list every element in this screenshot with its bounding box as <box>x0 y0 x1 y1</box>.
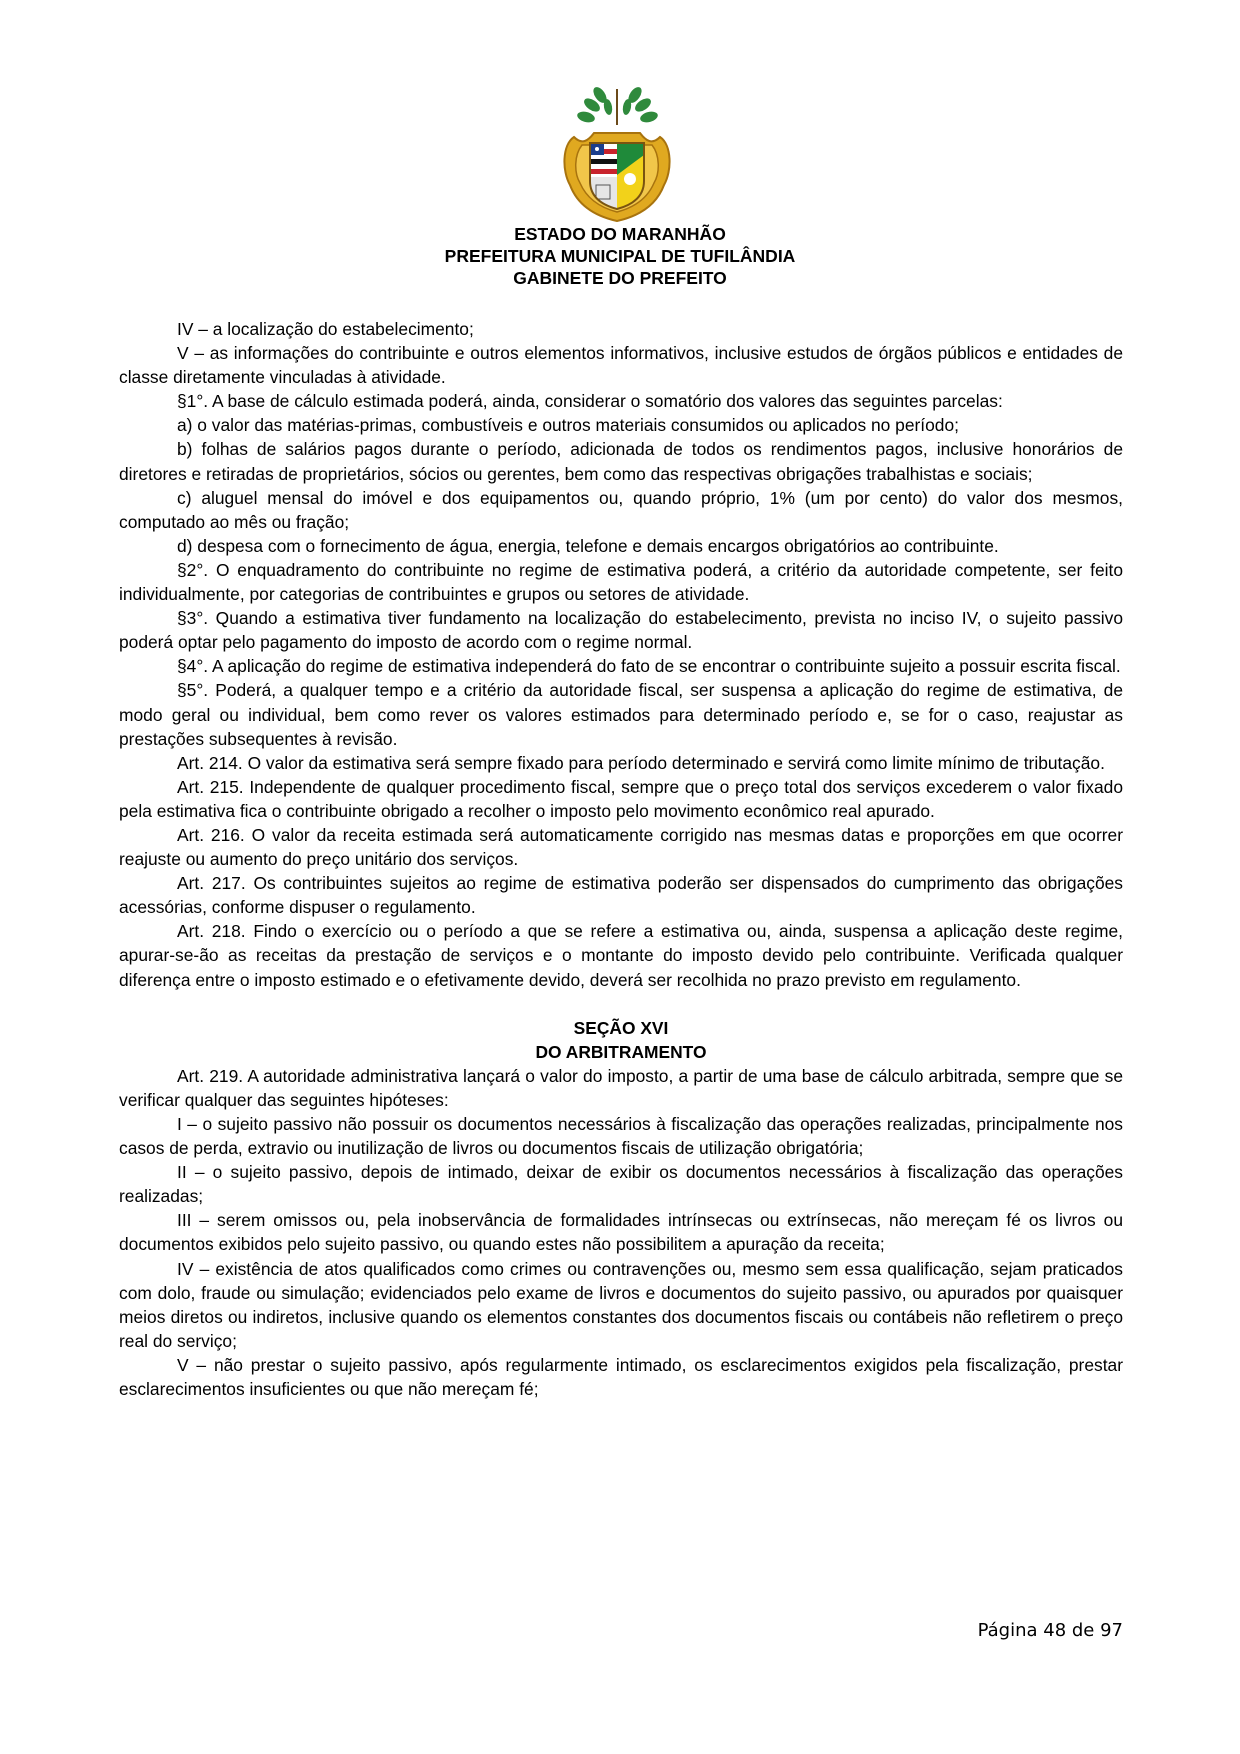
paragraph: Art. 214. O valor da estimativa será sempre fixado para período determinado e servirá como limite mínimo de tributação. <box>177 752 1105 773</box>
paragraph: §4°. A aplicação do regime de estimativa independerá do fato de se encontrar o contribuinte sujeito a possuir escrita fiscal. <box>177 656 1121 677</box>
page-number: Página 48 de 97 <box>977 1620 1123 1641</box>
paragraph: §1°. A base de cálculo estimada poderá, ainda, considerar o somatório dos valores das seguintes parcelas: <box>177 391 1003 412</box>
paragraph: c) aluguel mensal do imóvel e dos equipamentos ou, quando próprio, 1% (um por cento) do valor dos mesmos, computado ao mês ou fração; <box>119 487 1123 532</box>
paragraph: III – serem omissos ou, pela inobservância de formalidades intrínsecas ou extrínsecas, não mereçam fé os livros ou documentos exibidos pelo sujeito passivo, ou quando estes não possibilitem a apuração da receita; <box>119 1210 1123 1255</box>
document-header <box>0 223 1240 289</box>
paragraph: I – o sujeito passivo não possuir os documentos necessários à fiscalização das operações realizadas, principalmente nos casos de perda, extravio ou inutilização de livros ou documentos fiscais de utilização obrigatória; <box>119 1114 1123 1159</box>
paragraph: Art. 216. O valor da receita estimada será automaticamente corrigido nas mesmas datas e proporções em que ocorrer reajuste ou aumento do preço unitário dos serviços. <box>119 824 1123 870</box>
paragraph: Art. 217. Os contribuintes sujeitos ao regime de estimativa poderão ser dispensados do cumprimento das obrigações acessórias, conforme dispuser o regulamento. <box>119 873 1123 918</box>
paragraph: Art. 215. Independente de qualquer procedimento fiscal, sempre que o preço total dos serviços excederem o valor fixado pela estimativa fica o contribuinte obrigado a recolher o imposto pelo movimento econômico real apurado. <box>119 776 1123 821</box>
paragraph: §3°. Quando a estimativa tiver fundamento na localização do estabelecimento, prevista no inciso IV, o sujeito passivo poderá optar pelo pagamento do imposto de acordo com o regime normal. <box>119 608 1123 653</box>
paragraph: V – as informações do contribuinte e outros elementos informativos, inclusive estudos de órgãos públicos e entidades de classe diretamente vinculadas à atividade. <box>119 343 1123 388</box>
header-office: GABINETE DO PREFEITO <box>513 268 727 288</box>
paragraph: b) folhas de salários pagos durante o período, adicionada de todos os rendimentos pagos, inclusive honorários de diretores e retiradas de proprietários, sócios ou gerentes, bem como das respectivas obrigações trabalhistas e sociais; <box>119 439 1123 484</box>
paragraph: V – não prestar o sujeito passivo, após regularmente intimado, os esclarecimentos exigidos pela fiscalização, prestar esclarecimentos insuficientes ou que não mereçam fé; <box>119 1354 1123 1400</box>
paragraph: II – o sujeito passivo, depois de intimado, deixar de exibir os documentos necessários à fiscalização das operações realizadas; <box>119 1162 1123 1207</box>
document-body <box>119 317 1123 1401</box>
header-municipality: PREFEITURA MUNICIPAL DE TUFILÂNDIA <box>444 246 796 266</box>
paragraph: IV – a localização do estabelecimento; <box>177 319 474 339</box>
paragraph: d) despesa com o fornecimento de água, energia, telefone e demais encargos obrigatórios ao contribuinte. <box>177 535 999 556</box>
section-number: SEÇÃO XVI <box>573 1017 669 1038</box>
coat-of-arms-icon <box>560 85 675 225</box>
header-state: ESTADO DO MARANHÃO <box>514 224 726 244</box>
paragraph: IV – existência de atos qualificados como crimes ou contravenções ou, mesmo sem essa qualificação, sejam praticados com dolo, fraude ou simulação; evidenciados pelo exame de livros e documentos do sujeito passivo, ou apurados por quaisquer meios diretos ou indiretos, inclusive quando os elementos constantes dos documentos fiscais ou contábeis não refletirem o preço real do serviço; <box>119 1258 1123 1351</box>
paragraph: §2°. O enquadramento do contribuinte no regime de estimativa poderá, a critério da autoridade competente, ser feito individualmente, por categorias de contribuintes e grupos ou setores de atividade. <box>119 559 1123 605</box>
paragraph: a) o valor das matérias-primas, combustíveis e outros materiais consumidos ou aplicados no período; <box>177 415 959 436</box>
section-title: DO ARBITRAMENTO <box>535 1041 707 1062</box>
paragraph: Art. 219. A autoridade administrativa lançará o valor do imposto, a partir de uma base de cálculo arbitrada, sempre que se verificar qualquer das seguintes hipóteses: <box>119 1065 1123 1110</box>
paragraph: Art. 218. Findo o exercício ou o período a que se refere a estimativa ou, ainda, suspensa a aplicação deste regime, apurar-se-ão as receitas da prestação de serviços e o montante do imposto devido pelo contribuinte. Verificada qualquer diferença entre o imposto estimado e o efetivamente devido, deverá ser recolhida no prazo previsto em regulamento. <box>119 921 1123 990</box>
paragraph: §5°. Poderá, a qualquer tempo e a critério da autoridade fiscal, ser suspensa a aplicação do regime de estimativa, de modo geral ou individual, bem como rever os valores estimados para determinado período e, se for o caso, reajustar as prestações subsequentes à revisão. <box>119 680 1123 749</box>
